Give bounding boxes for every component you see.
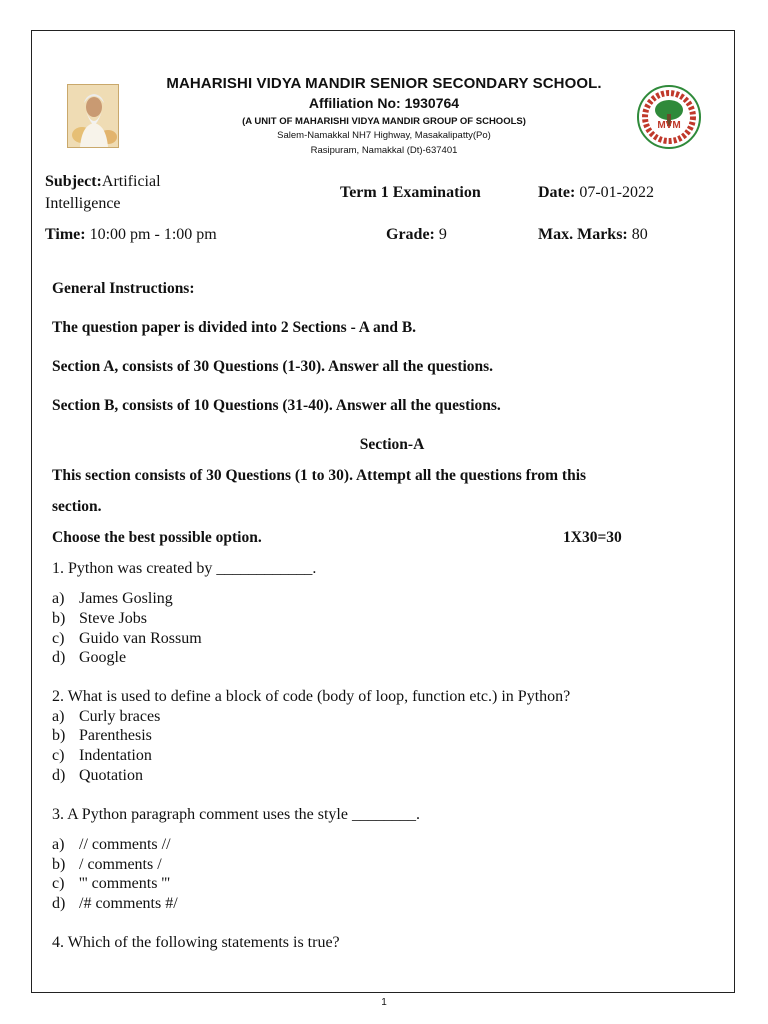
section-a-desc-line2: section.	[52, 498, 102, 515]
subject-value-line2: Intelligence	[45, 195, 121, 212]
option-text: ''' comments '''	[79, 875, 171, 892]
page-number: 1	[381, 997, 387, 1008]
option-text: Indentation	[79, 747, 152, 764]
option-label: c)	[52, 630, 65, 647]
school-unit: (A UNIT OF MAHARISHI VIDYA MANDIR GROUP OF SCHOOLS)	[242, 116, 526, 127]
option-text: / comments /	[79, 856, 162, 873]
option-label: b)	[52, 727, 66, 744]
instruction-line-2: Section A, consists of 30 Questions (1-30). Answer all the questions.	[52, 358, 494, 375]
option-text: Quotation	[79, 767, 143, 784]
option-item	[52, 630, 202, 648]
max-marks-label: Max. Marks:	[538, 226, 628, 243]
grade-value: 9	[434, 226, 447, 243]
option-text: Google	[79, 649, 127, 666]
option-label: b)	[52, 856, 66, 873]
section-a-desc-line1: This section consists of 30 Questions (1 to 30). Attempt all the questions from this	[52, 467, 587, 484]
option-text: // comments //	[79, 836, 171, 853]
grade-label: Grade:	[386, 226, 435, 243]
option-item	[52, 747, 152, 765]
option-label: c)	[52, 875, 65, 892]
option-item	[52, 836, 171, 854]
subject-label: Subject:	[45, 173, 102, 190]
option-item	[52, 708, 160, 726]
logo-text: MVM	[657, 120, 681, 131]
section-a-title: Section-A	[359, 436, 425, 453]
date-field	[538, 184, 654, 202]
option-label: d)	[52, 767, 66, 784]
option-text: Curly braces	[79, 708, 161, 725]
time-label: Time:	[45, 226, 86, 243]
affiliation-number: Affiliation No: 1930764	[308, 95, 460, 111]
date-label: Date:	[538, 184, 576, 201]
option-text: James Gosling	[79, 590, 173, 607]
option-label: d)	[52, 649, 66, 666]
choose-instruction: Choose the best possible option.	[52, 529, 262, 546]
subject-field	[45, 173, 161, 191]
option-item	[52, 895, 178, 913]
option-item	[52, 649, 126, 667]
option-item	[52, 727, 152, 745]
address-line-2: Rasipuram, Namakkal (Dt)-637401	[310, 145, 458, 156]
section-a-marks: 1X30=30	[563, 529, 622, 546]
option-item	[52, 590, 173, 608]
option-label: a)	[52, 708, 65, 725]
date-value: 07-01-2022	[575, 184, 654, 201]
option-text: Parenthesis	[79, 727, 152, 744]
time-field	[45, 226, 217, 244]
max-marks-field	[538, 226, 648, 244]
option-label: c)	[52, 747, 65, 764]
question-4: 4. Which of the following statements is true?	[52, 934, 340, 951]
grade-field	[386, 226, 447, 244]
school-logo	[636, 84, 702, 150]
option-item	[52, 767, 143, 785]
time-value: 10:00 pm - 1:00 pm	[85, 226, 217, 243]
question-1: 1. Python was created by ____________.	[52, 560, 317, 577]
subject-value-line1: Artificial	[101, 173, 161, 190]
option-item	[52, 856, 162, 874]
question-2: 2. What is used to define a block of code (body of loop, function etc.) in Python?	[52, 688, 571, 705]
option-text: /# comments #/	[79, 895, 178, 912]
option-text: Steve Jobs	[79, 610, 147, 627]
option-item	[52, 610, 147, 628]
option-label: d)	[52, 895, 66, 912]
instruction-line-3: Section B, consists of 10 Questions (31-40). Answer all the questions.	[52, 397, 501, 414]
option-label: a)	[52, 590, 65, 607]
question-3: 3. A Python paragraph comment uses the style ________.	[52, 806, 420, 823]
term-title: Term 1 Examination	[340, 184, 481, 201]
school-name: MAHARISHI VIDYA MANDIR SENIOR SECONDARY SCHOOL.	[166, 75, 602, 92]
option-label: b)	[52, 610, 66, 627]
max-marks-value: 80	[627, 226, 648, 243]
instruction-line-1: The question paper is divided into 2 Sections - A and B.	[52, 319, 417, 336]
option-item	[52, 875, 170, 893]
instructions-heading: General Instructions:	[52, 280, 195, 297]
option-text: Guido van Rossum	[79, 630, 202, 647]
address-line-1: Salem-Namakkal NH7 Highway, Masakalipatty(Po)	[277, 130, 491, 141]
option-label: a)	[52, 836, 65, 853]
